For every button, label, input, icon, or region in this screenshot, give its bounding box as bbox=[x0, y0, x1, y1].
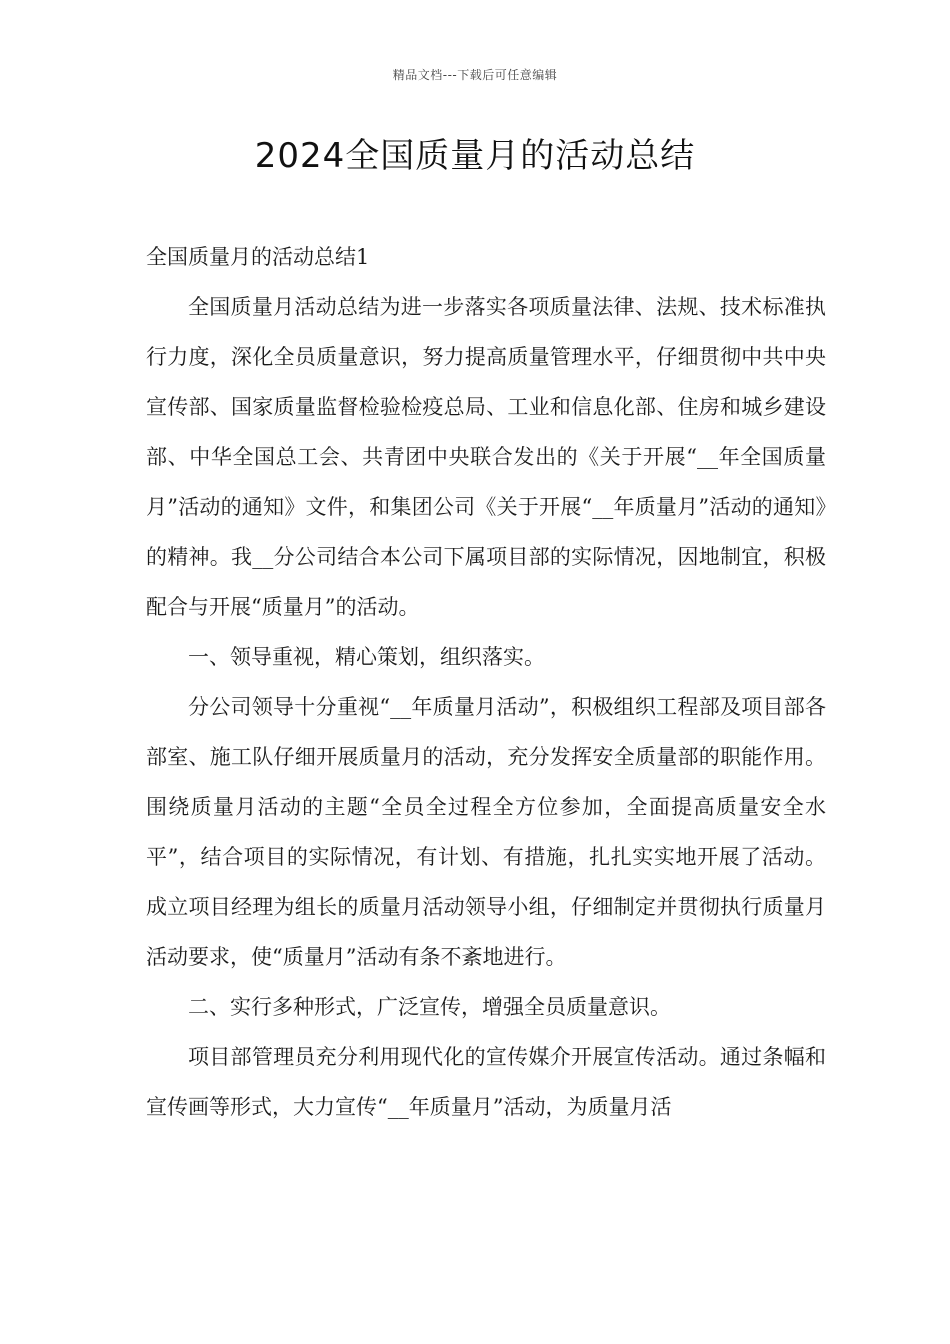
paragraph-intro: 全国质量月活动总结为进一步落实各项质量法律、法规、技术标准执行力度，深化全员质量意识，努力提高质量管理水平，仔细贯彻中共中央宣传部、国家质量监督检验检疫总局、工业和信息化部、住房和城乡建设部、中华全国总工会、共青团中央联合发出的《关于开展“__年全国质量月”活动的通知》文件，和集团公司《关于开展“__年质量月”活动的通知》的精神。我__分公司结合本公司下属项目部的实际情况，因地制宜，积极配合与开展“质量月”的活动。 bbox=[146, 295, 826, 619]
document-title: 2024全国质量月的活动总结 bbox=[254, 136, 696, 176]
section-heading: 全国质量月的活动总结1 bbox=[146, 245, 370, 269]
document-body bbox=[146, 232, 826, 1132]
paragraph-leadership: 分公司领导十分重视“__年质量月活动”，积极组织工程部及项目部各部室、施工队仔细开展质量月的活动，充分发挥安全质量部的职能作用。围绕质量月活动的主题“全员全过程全方位参加，全面提高质量安全水平”，结合项目的实际情况，有计划、有措施，扎扎实实地开展了活动。成立项目经理为组长的质量月活动领导小组，仔细制定并贯彻执行质量月活动要求，使“质量月”活动有条不紊地进行。 bbox=[146, 695, 826, 969]
paragraph-heading-2: 二、实行多种形式，广泛宣传，增强全员质量意识。 bbox=[188, 995, 671, 1019]
paragraph-publicity: 项目部管理员充分利用现代化的宣传媒介开展宣传活动。通过条幅和宣传画等形式，大力宣传“__年质量月”活动，为质量月活 bbox=[146, 1045, 826, 1119]
header-note: 精品文档---下载后可任意编辑 bbox=[392, 68, 558, 82]
paragraph-heading-1: 一、领导重视，精心策划，组织落实。 bbox=[188, 645, 545, 669]
